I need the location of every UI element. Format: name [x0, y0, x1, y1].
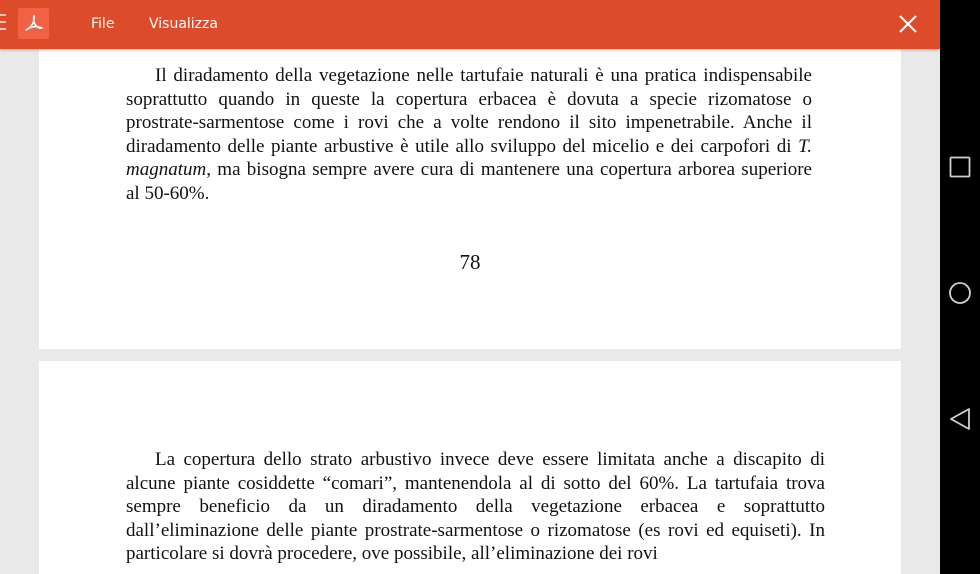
recent-apps-icon[interactable] — [948, 155, 972, 179]
page-paragraph: Il diradamento della vegetazione nelle tartufaie naturali è una pratica indispensabile soprattutto quando in queste la copertura erbacea è dovuta a specie rizomatose o prostrate-sarmentose come i rovi che a volte rendono il sito impenetrabile. Anche il diradamento delle piante arbustive è utile allo sviluppo del micelio e dei carpofori di T. magnatum, ma bisogna sempre avere cura di mantenere una copertura arborea superiore al 50-60%. — [126, 65, 812, 204]
top-toolbar — [0, 0, 940, 49]
species-name: T. magnatum — [126, 135, 812, 180]
document-page-next — [39, 361, 901, 574]
back-icon[interactable] — [948, 407, 972, 431]
system-nav-bar — [940, 0, 980, 574]
home-icon[interactable] — [948, 281, 972, 305]
document-page-78 — [39, 0, 901, 349]
page-number: 78 — [459, 250, 481, 274]
close-icon[interactable] — [896, 12, 920, 36]
page-paragraph: La copertura dello strato arbustivo invece deve essere limitata anche a discapito di alcune piante cosiddette “comari”, mantenendola al di sotto del 60%. La tartufaia trova sempre beneficio da un diradamento della vegetazione erbacea e soprattutto dall’eliminazione delle piante prostrate-sarmentose o rizomatose (es rovi ed equiseti). In particolare si dovrà procedere, ove possibile, all’eliminazione dei rovi — [126, 449, 825, 564]
pdf-icon — [18, 8, 49, 39]
drawer-menu-icon[interactable] — [0, 14, 6, 34]
menu-file[interactable]: File — [91, 16, 115, 32]
menu-view[interactable]: Visualizza — [149, 16, 218, 32]
